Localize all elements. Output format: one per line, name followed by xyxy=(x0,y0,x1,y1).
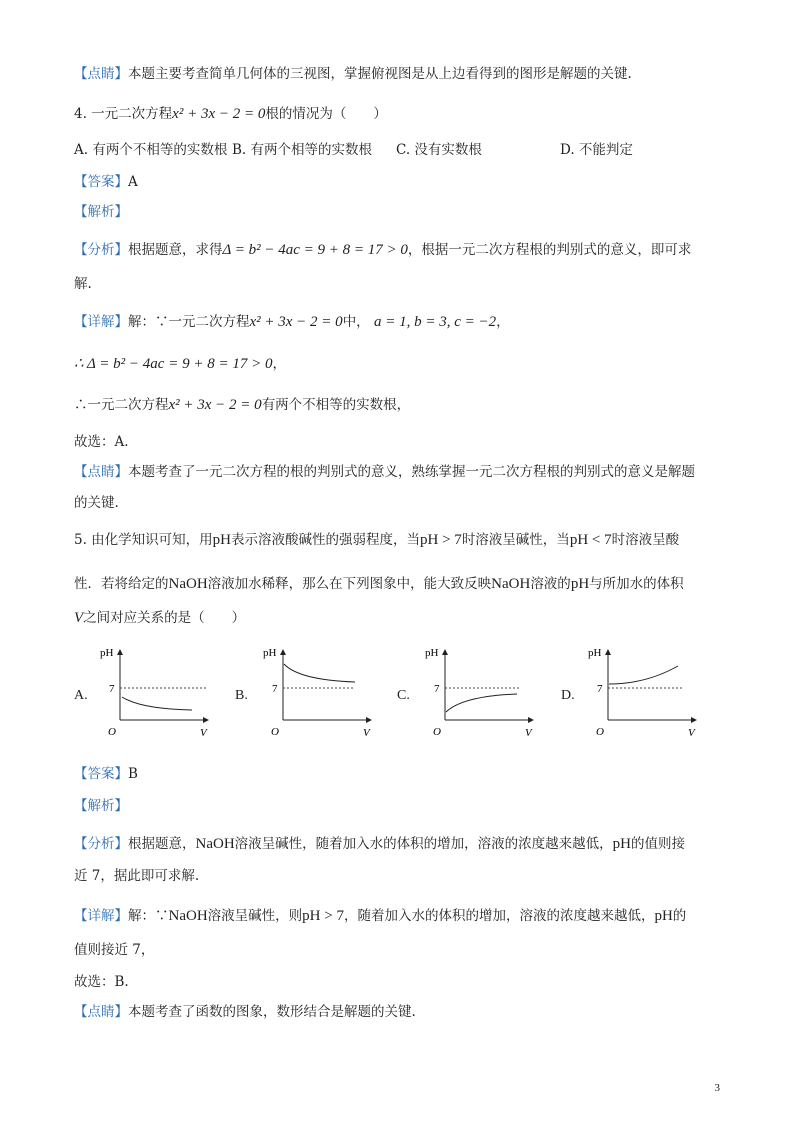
axis-x-label: V xyxy=(200,727,207,739)
v-symbol: V xyxy=(74,610,84,626)
q4-conclusion xyxy=(74,395,410,415)
seven-label: 7 xyxy=(272,683,278,695)
ph-symbol: pH xyxy=(570,576,590,592)
axis-x-label: V xyxy=(525,727,532,739)
graph-label-a: A. xyxy=(74,688,88,703)
q5-fenxi xyxy=(74,834,685,854)
fenxi-tag: 【分析】 xyxy=(74,242,128,258)
curve xyxy=(284,664,355,682)
q5-stem-line3 xyxy=(74,608,245,628)
naoh-symbol: NaOH xyxy=(195,836,235,852)
curve xyxy=(122,697,192,710)
q5-text-9: 之间对应关系的是（ ） xyxy=(83,610,246,626)
conclusion-text: ∴一元二次方程 xyxy=(74,397,169,413)
fenxi-text-2: 溶液呈碱性，随着加入水的体积的增加，溶液的浓度越来越低， xyxy=(234,836,613,852)
seven-label: 7 xyxy=(109,683,115,695)
ph-symbol: pH xyxy=(612,836,631,852)
q4-fenxi xyxy=(74,240,691,260)
q5-text-5: 性．若将给定的 xyxy=(74,576,169,592)
q4-fenxi-cont xyxy=(74,274,92,294)
q5-detail xyxy=(74,906,686,926)
naoh-symbol: NaOH xyxy=(491,576,531,592)
seven-label: 7 xyxy=(434,683,440,695)
q4-suffix: 根的情况为（ ） xyxy=(265,106,387,122)
axis-y-label: pH xyxy=(588,647,602,659)
fenxi-text: 根据题意， xyxy=(128,836,196,852)
q5-text-2: 表示溶液酸碱性的强弱程度，当 xyxy=(231,532,421,548)
fenxi-text-3: 解. xyxy=(74,276,92,292)
q5-stem-line2 xyxy=(74,574,684,594)
q5-detail-cont: 值则接近 7， xyxy=(74,942,155,958)
axis-y-label: pH xyxy=(100,647,114,659)
naoh-symbol: NaOH xyxy=(168,576,208,592)
detail-text-4: 的 xyxy=(672,908,687,924)
detail-equation: x² + 3x − 2 = 0 xyxy=(249,314,343,330)
ph-symbol: pH xyxy=(212,532,232,548)
axis-x-label: V xyxy=(363,727,370,739)
q4-equation: x² + 3x − 2 = 0 xyxy=(172,106,266,122)
detail-text: 解：∵一元二次方程 xyxy=(128,314,250,330)
q4-option-c: C. 没有实数根 xyxy=(396,142,482,158)
detail-text-3: ，随着加入水的体积的增加，溶液的浓度越来越低， xyxy=(343,908,655,924)
q4-choose: 故选：A. xyxy=(74,434,129,450)
ph-symbol: pH xyxy=(654,908,673,924)
detail-text-2: 中， xyxy=(342,314,370,330)
detail-coefficients: a = 1, b = 3, c = −2 xyxy=(373,314,497,330)
q5-analysis xyxy=(74,796,128,816)
dianjing-tag: 【点睛】 xyxy=(74,1004,128,1020)
dianjing-text: 本题主要考查简单几何体的三视图，掌握俯视图是从上边看得到的图形是解题的关键. xyxy=(128,66,632,82)
q4-delta xyxy=(74,354,286,374)
q5-text-6: 溶液加水稀释，那么在下列图象中，能大致反映 xyxy=(207,576,492,592)
q5-text-8: 与所加水的体积 xyxy=(589,576,684,592)
dianjing-tag: 【点睛】 xyxy=(74,464,128,480)
q5-text-4: 时溶液呈酸 xyxy=(611,532,680,548)
conclusion-text-2: 有两个不相等的实数根， xyxy=(261,397,411,413)
graph-d xyxy=(584,644,734,744)
fenxi-text-2: ，根据一元二次方程根的判别式的意义，即可求 xyxy=(407,242,692,258)
q4-prefix: 4. 一元二次方程 xyxy=(74,106,173,122)
q4-dianjing xyxy=(74,462,695,482)
fenxi-tag: 【分析】 xyxy=(74,836,128,852)
answer-tag: 【答案】 xyxy=(74,766,128,782)
ph-lt-7: pH < 7 xyxy=(569,532,612,548)
q4-option-b: B. 有两个相等的实数根 xyxy=(232,142,373,158)
seven-label: 7 xyxy=(597,683,603,695)
q5-fenxi-cont: 近 7，据此即可求解. xyxy=(74,868,200,884)
q5-choose: 故选：B. xyxy=(74,974,129,990)
fenxi-text: 根据题意，求得 xyxy=(128,242,223,258)
graph-label-c: C. xyxy=(397,688,410,703)
fenxi-text-3: 的值则接 xyxy=(631,836,685,852)
q4-detail xyxy=(74,312,510,332)
analysis-tag: 【解析】 xyxy=(74,204,128,220)
q4-answer xyxy=(74,172,138,192)
q4-dianjing-cont: 的关键. xyxy=(74,495,119,511)
q5-text-7: 溶液的 xyxy=(530,576,571,592)
q4-option-a: A. 有两个不相等的实数根 xyxy=(74,142,228,158)
detail-text-2: 溶液呈碱性，则 xyxy=(207,908,303,924)
graph-b xyxy=(259,644,409,744)
analysis-tag: 【解析】 xyxy=(74,798,128,814)
axis-x-label: V xyxy=(688,727,695,739)
graph-label-d: D. xyxy=(561,688,575,703)
dianjing-tag: 【点睛】 xyxy=(74,66,128,82)
graph-label-b: B. xyxy=(235,688,248,703)
naoh-symbol: NaOH xyxy=(168,908,208,924)
delta-end: ， xyxy=(272,356,286,372)
q4-option-d: D. 不能判定 xyxy=(560,142,633,158)
curve xyxy=(446,694,517,712)
axis-y-label: pH xyxy=(425,647,439,659)
q5-dianjing xyxy=(74,1002,416,1022)
answer-value: B xyxy=(128,766,138,782)
q5-text: 5. 由化学知识可知，用 xyxy=(74,532,213,548)
ph-gt-7: pH > 7 xyxy=(302,908,344,924)
prev-dianjing xyxy=(74,64,632,84)
q5-text-3: 时溶液呈碱性，当 xyxy=(461,532,570,548)
delta-equation: ∴ Δ = b² − 4ac = 9 + 8 = 17 > 0 xyxy=(74,356,273,372)
answer-value: A xyxy=(128,174,138,190)
dianjing-text: 本题考查了函数的图象，数形结合是解题的关键. xyxy=(128,1004,416,1020)
detail-tag: 【详解】 xyxy=(74,908,128,924)
graph-a xyxy=(96,644,246,744)
ph-gt-7: pH > 7 xyxy=(420,532,462,548)
origin-label: O xyxy=(108,726,116,738)
origin-label: O xyxy=(596,726,604,738)
detail-text-3: ， xyxy=(496,314,510,330)
q4-analysis xyxy=(74,202,128,222)
q5-answer xyxy=(74,764,138,784)
graph-c xyxy=(421,644,571,744)
page-number: 3 xyxy=(714,1082,720,1094)
origin-label: O xyxy=(271,726,279,738)
axis-y-label: pH xyxy=(263,647,277,659)
detail-tag: 【详解】 xyxy=(74,314,128,330)
q5-stem-line1 xyxy=(74,530,679,550)
conclusion-equation: x² + 3x − 2 = 0 xyxy=(168,397,262,413)
origin-label: O xyxy=(433,726,441,738)
fenxi-equation: Δ = b² − 4ac = 9 + 8 = 17 > 0 xyxy=(222,242,408,258)
curve xyxy=(609,666,678,684)
q4-stem xyxy=(74,104,387,124)
answer-tag: 【答案】 xyxy=(74,174,128,190)
dianjing-text: 本题考查了一元二次方程的根的判别式的意义，熟练掌握一元二次方程根的判别式的意义是解题 xyxy=(128,464,695,480)
detail-text: 解：∵ xyxy=(128,908,169,924)
q4-options xyxy=(74,140,714,160)
